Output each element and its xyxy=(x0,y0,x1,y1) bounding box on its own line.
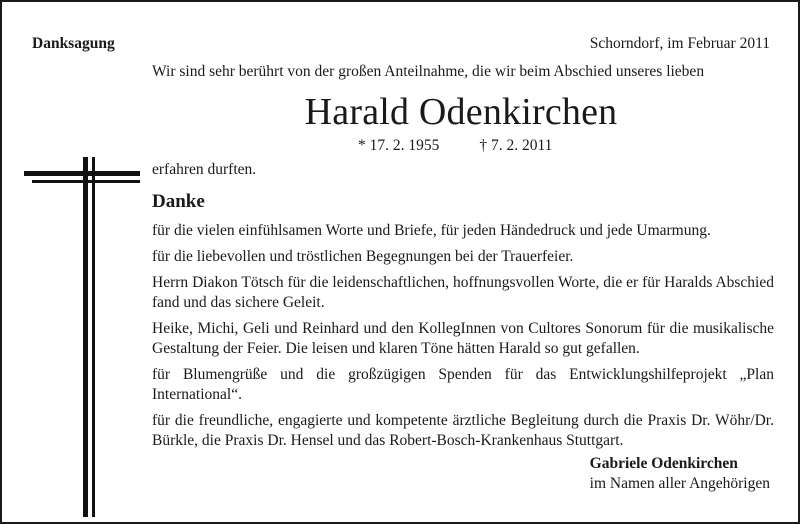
thanks-list xyxy=(152,221,774,457)
place-date: Schorndorf, im Februar 2011 xyxy=(589,35,770,52)
thanks-title: Danke xyxy=(152,191,205,212)
thanks-item: Herrn Diakon Tötsch für die leidenschaftlichen, hoffnungsvollen Worte, die er für Haralds Abschied fand und das sichere Geleit. xyxy=(152,274,774,311)
heading-danksagung: Danksagung xyxy=(32,35,115,52)
signature-note: im Namen aller Angehörigen xyxy=(589,475,770,492)
cross-vertical-bar xyxy=(83,157,88,517)
life-dates xyxy=(358,136,552,156)
cross-horizontal-bar xyxy=(24,171,140,176)
thanks-item: Heike, Michi, Geli und Reinhard und den KollegInnen von Cultores Sonorum für die musikalische Gestaltung der Feier. Die leisen und klaren Töne hätten Harald so gut gefallen. xyxy=(152,320,774,357)
intro-text: Wir sind sehr berührt von der großen Anteilnahme, die wir beim Abschied unseres lieben xyxy=(152,63,705,80)
intro-continuation: erfahren durften. xyxy=(152,161,257,178)
birth-date: * 17. 2. 1955 xyxy=(358,137,440,154)
double-line-cross-icon xyxy=(24,157,144,517)
thanks-item: für die vielen einfühlsamen Worte und Briefe, für jeden Händedruck und jede Umarmung. xyxy=(152,222,711,239)
thanks-item: für Blumengrüße und die großzügigen Spenden für das Entwicklungshilfeprojekt „Plan International“. xyxy=(152,366,774,403)
signature-name: Gabriele Odenkirchen xyxy=(589,455,738,472)
cross-horizontal-bar-thin xyxy=(32,180,140,183)
cross-vertical-bar-thin xyxy=(92,157,95,517)
thanks-item: für die liebevollen und tröstlichen Begegnungen bei der Trauerfeier. xyxy=(152,248,574,265)
thanks-item: für die freundliche, engagierte und kompetente ärztliche Begleitung durch die Praxis Dr. Wöhr/Dr. Bürkle, die Praxis Dr. Hensel und das Robert-Bosch-Krankenhaus Stuttgart. xyxy=(152,412,774,449)
deceased-name: Harald Odenkirchen xyxy=(304,91,618,133)
signature-block xyxy=(590,454,770,494)
death-date: † 7. 2. 2011 xyxy=(479,137,553,154)
